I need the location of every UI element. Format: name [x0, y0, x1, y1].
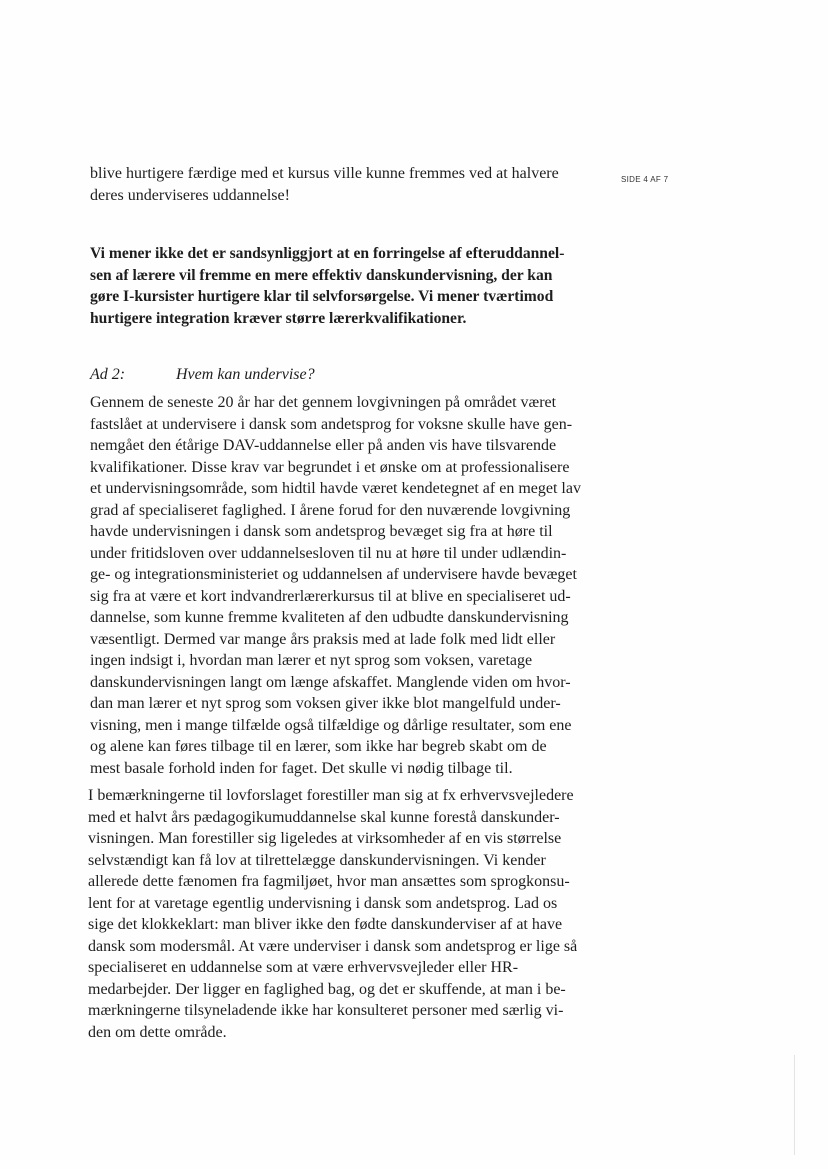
text-line: dansk som modersmål. At være underviser i dansk som andetsprog er lige så: [88, 937, 578, 955]
text-line: medarbejder. Der ligger en faglighed bag, og det er skuffende, at man i be-: [88, 980, 566, 998]
text-line: I bemærkningerne til lovforslaget forestiller man sig at fx erhvervsvejledere: [88, 787, 574, 804]
text-line: visningen. Man forestiller sig ligeledes at virksomheder af en vis størrelse: [88, 830, 562, 847]
bold-statement: [90, 243, 595, 329]
text-line: sige det klokkeklart: man bliver ikke den fødte danskunderviser af at have: [88, 916, 563, 933]
paragraph-1: [90, 392, 595, 779]
scan-edge-mark: [794, 1055, 795, 1155]
text-line: dan man lærer et nyt sprog som voksen giver ikke blot mangelfuld under-: [90, 695, 561, 712]
text-line: mest basale forhold inden for faget. Det skulle vi nødig tilbage til.: [90, 759, 513, 777]
text-line: fastslået at undervisere i dansk som andetsprog for voksne skulle have gen-: [90, 415, 573, 433]
text-line: nemgået den étårige DAV-uddannelse eller på anden vis have tilsvarende: [90, 437, 557, 454]
text-line: og alene kan føres tilbage til en lærer, som ikke har begreb skabt om de: [90, 738, 547, 755]
text-line: havde undervisningen i dansk som andetsprog bevæget sig fra at høre til: [90, 523, 553, 540]
intro-text: [90, 163, 595, 207]
page-number: SIDE 4 AF 7: [621, 175, 669, 184]
text-line: Vi mener ikke det er sandsynliggjort at en forringelse af efteruddannel-: [90, 245, 565, 262]
text-line: væsentligt. Dermed var mange års praksis med at lade folk med lidt eller: [90, 630, 556, 648]
text-line: gøre I-kursister hurtigere klar til selvforsørgelse. Vi mener tværtimod: [90, 288, 554, 306]
text-line: Gennem de seneste 20 år har det gennem lovgivningen på området været: [90, 394, 557, 411]
text-line: dannelse, som kunne fremme kvaliteten af den udbudte danskundervisning: [90, 609, 569, 626]
text-line: med et halvt års pædagogikumuddannelse skal kunne forestå danskunder-: [88, 808, 560, 826]
text-line: ge- og integrationsministeriet og uddannelsen af undervisere havde bevæget: [90, 566, 577, 583]
text-line: allerede dette fænomen fra fagmiljøet, hvor man ansættes som sprogkonsu-: [88, 873, 570, 890]
text-line: den om dette område.: [88, 1023, 227, 1041]
text-line: ingen indsigt i, hvordan man lærer et nyt sprog som voksen, varetage: [90, 652, 533, 669]
text-line: sen af lærere vil fremme en mere effektiv danskundervisning, der kan: [90, 266, 553, 284]
text-line: lent for at varetage egentlig undervisning i dansk som andetsprog. Lad os: [88, 894, 558, 912]
text-line: et undervisningsområde, som hidtil havde været kendetegnet af en meget lav: [90, 480, 581, 497]
text-line: selvstændigt kan få lov at tilrettelægge danskundervisningen. Vi kender: [88, 851, 546, 869]
text-line: specialiseret en uddannelse som at være erhvervsvejleder eller HR-: [88, 959, 519, 976]
text-line: hurtigere integration kræver større lærerkvalifikationer.: [90, 309, 467, 327]
text-line: deres underviseres uddannelse!: [90, 187, 290, 204]
text-line: mærkningerne tilsyneladende ikke har konsulteret personer med særlig vi-: [88, 1002, 564, 1019]
paragraph-2: [88, 785, 593, 1043]
text-line: kvalifikationer. Disse krav var begrundet i et ønske om at professionalisere: [90, 458, 570, 476]
section-number: Ad 2:: [90, 366, 126, 383]
text-line: visning, men i mange tilfælde også tilfældige og dårlige resultater, som ene: [90, 716, 572, 734]
section-title: Hvem kan undervise?: [176, 366, 315, 383]
text-line: grad af specialiseret faglighed. I årene forud for den nuværende lovgivning: [90, 501, 571, 519]
section-heading: [90, 366, 315, 384]
text-line: danskundervisningen langt om længe afskaffet. Manglende viden om hvor-: [90, 673, 571, 691]
text-line: under fritidsloven over uddannelsesloven til nu at høre til under udlændin-: [90, 544, 567, 562]
text-line: blive hurtigere færdige med et kursus ville kunne fremmes ved at halvere: [90, 165, 559, 182]
text-line: sig fra at være et kort indvandrerlærerkursus til at blive en specialiseret ud-: [90, 587, 571, 605]
